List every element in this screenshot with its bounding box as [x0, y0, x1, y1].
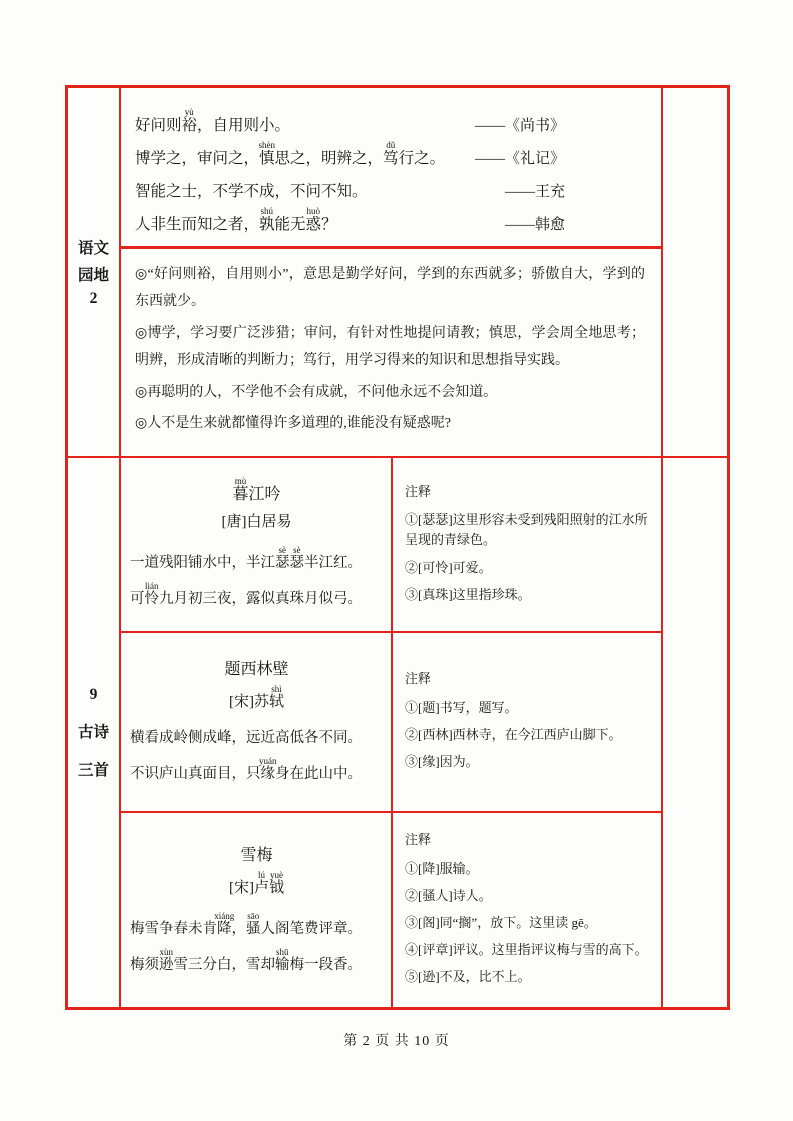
poem-note: ②[西林]西林寺，在今江西庐山脚下。: [405, 726, 622, 742]
poem-note: ①[瑟瑟]这里形容未受到残阳照射的江水所呈现的青绿色。: [405, 512, 648, 548]
poem-row-xuemei: [121, 813, 661, 1007]
explanations-block: [121, 246, 661, 456]
study-table: [65, 85, 730, 1010]
quote-source: ——韩愈: [504, 217, 565, 233]
page-footer: 第 2 页 共 10 页: [343, 1034, 450, 1049]
poem-note: ①[降]服输。: [405, 860, 479, 876]
poem-author: [宋]卢lú钺yuè: [228, 869, 285, 896]
notes-title: 注释: [405, 483, 432, 499]
poem-text-cell: [121, 813, 393, 1007]
explanation-item: ◎“好问则裕，自用则小”，意思是勤学好问，学到的东西就多；骄傲自大，学到的东西就少。: [135, 267, 645, 309]
notes-title: 注释: [405, 671, 432, 687]
poem-line: 可怜lián九月初三夜，露似真珠月似弓。: [130, 580, 362, 607]
quote-line: [135, 201, 565, 234]
explanation-item: ◎人不是生来就都懂得许多道理的,谁能没有疑惑呢?: [135, 416, 451, 432]
poem-row-tixilinbi: [121, 633, 661, 813]
poem-note: ⑤[逊]不及，比不上。: [405, 969, 531, 985]
poem-line: 梅须逊xùn雪三分白，雪却输shū梅一段香。: [130, 946, 362, 973]
poem-author: [宋]苏轼shì: [228, 684, 284, 710]
poem-note: ③[阁]同“搁”，放下。这里读 gē。: [405, 914, 597, 930]
quote-line: [135, 168, 565, 201]
section-label-line: 古诗: [77, 723, 109, 741]
poem-line: 横看成岭侧成峰，远近高低各不同。: [130, 730, 362, 746]
poem-title: 暮mù江吟: [232, 475, 281, 503]
quote-text: 博学之，审问之，慎shèn思之，明辨之，笃dǔ行之。: [135, 140, 446, 167]
notes-title: 注释: [405, 832, 432, 848]
poem-line: 一道残阳铺水中，半江瑟sè瑟sè半江红。: [130, 544, 362, 571]
poem-line: 不识庐山真面目，只缘yuán身在此山中。: [130, 756, 362, 782]
poem-notes-cell: [393, 633, 661, 811]
quote-text: 人非生而知之者，孰shú能无惑huò？: [135, 206, 337, 233]
poem-note: ②[可怜]可爱。: [405, 559, 492, 575]
poem-title: 题西林壁: [224, 661, 289, 678]
yuwen-yuandi-content: [121, 88, 663, 458]
poem-note: ③[真珠]这里指珍珠。: [405, 586, 531, 602]
quote-source: ——王充: [504, 184, 565, 200]
section-label-line: 三首: [77, 761, 109, 779]
quote-text: 智能之士，不学不成，不问不知。: [135, 183, 368, 200]
section-label-line: 语文: [77, 240, 109, 257]
quote-line: [135, 102, 565, 135]
poem-text-cell: [121, 633, 393, 811]
poem-note: ④[评章]评议。这里指评议梅与雪的高下。: [405, 942, 648, 958]
quote-line: [135, 135, 565, 168]
explanation-item: ◎博学，学习要广泛涉猎；审问，有针对性地提问请教；慎思，学会周全地思考；明辨，形成清晰的判断力；笃行，用学习得来的知识和思想指导实践。: [135, 325, 645, 368]
classic-quotes-block: [121, 88, 661, 246]
empty-margin-cell: [663, 458, 727, 1007]
quote-text: 好问则裕yù，自用则小。: [135, 107, 291, 134]
poem-author: [唐]白居易: [221, 513, 292, 530]
section-label-gushi-sanshou: [68, 458, 121, 1007]
poem-notes-cell: [393, 458, 661, 631]
empty-margin-cell: [663, 88, 727, 458]
poem-notes-cell: [393, 813, 661, 1007]
poems-content: [121, 458, 663, 1007]
poem-note: ③[缘]因为。: [405, 754, 479, 770]
poem-note: ②[骚人]诗人。: [405, 887, 492, 903]
quote-source: ——《礼记》: [474, 151, 565, 167]
section-label-line: 2: [89, 290, 98, 307]
poem-line: 梅雪争春未肯降xiáng，骚sāo人阁笔费评章。: [130, 910, 362, 937]
quote-source: ——《尚书》: [474, 118, 565, 134]
section-label-line: 9: [89, 685, 98, 703]
poem-note: ①[题]书写，题写。: [405, 699, 518, 715]
poem-title: 雪梅: [240, 846, 273, 864]
poem-row-mujiangyin: [121, 458, 661, 633]
poem-text-cell: [121, 458, 393, 631]
section-label-yuwen-yuandi: [68, 88, 121, 458]
explanation-item: ◎再聪明的人，不学他不会有成就，不问他永远不会知道。: [135, 384, 498, 400]
section-label-line: 园地: [77, 267, 109, 284]
